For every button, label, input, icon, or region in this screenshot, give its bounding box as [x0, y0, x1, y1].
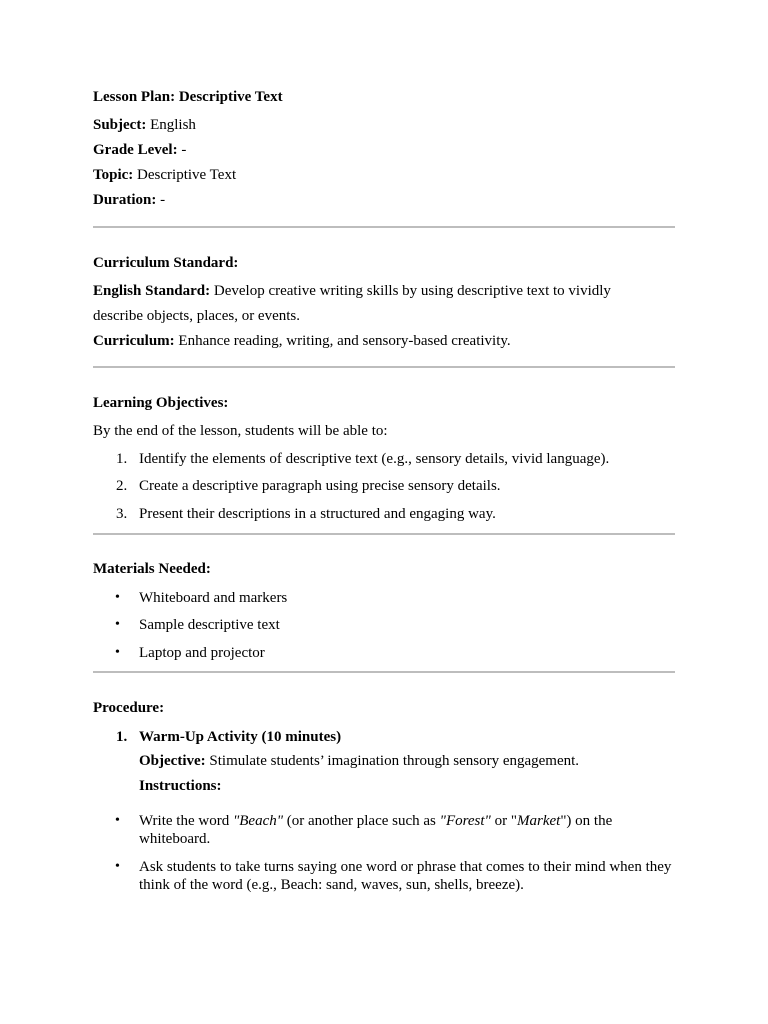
duration-value: -	[160, 192, 166, 208]
step-title: Warm-Up Activity (10 minutes)	[139, 729, 342, 745]
list-item-text: Sample descriptive text	[139, 617, 280, 633]
curriculum-label: Curriculum:	[93, 333, 175, 349]
english-standard-label: English Standard:	[93, 283, 211, 299]
procedure-heading: Procedure:	[93, 700, 165, 716]
grade-label: Grade Level:	[93, 142, 178, 158]
list-item-text: Identify the elements of descriptive text (e.g., sensory details, vivid language).	[139, 451, 610, 467]
bullet-icon: •	[115, 859, 120, 874]
step-objective-line	[139, 752, 579, 770]
section-divider	[93, 533, 675, 535]
grade-value: -	[181, 142, 187, 158]
instruction-emphasis: Market	[516, 813, 561, 829]
english-standard-text: Develop creative writing skills by using descriptive text to vividly	[213, 283, 611, 299]
step-objective-label: Objective:	[139, 753, 206, 769]
bullet-icon: •	[115, 590, 120, 605]
list-item-text	[139, 812, 675, 848]
list-number: 1.	[116, 451, 128, 467]
step-number: 1.	[116, 729, 128, 745]
instruction-emphasis: "Forest"	[439, 813, 491, 829]
materials-heading: Materials Needed:	[93, 561, 211, 577]
bullet-icon: •	[115, 645, 120, 660]
section-divider	[93, 671, 675, 673]
instruction-text: or "	[490, 813, 517, 829]
topic-value: Descriptive Text	[137, 167, 237, 183]
curriculum-value: Enhance reading, writing, and sensory-based creativity.	[178, 333, 511, 349]
english-standard-line	[93, 282, 611, 300]
list-item-text: Whiteboard and markers	[139, 590, 288, 606]
bullet-icon: •	[115, 617, 120, 632]
list-number: 3.	[116, 506, 128, 522]
subject-line	[93, 116, 196, 134]
section-divider	[93, 366, 675, 368]
instruction-text: ") on the whiteboard.	[139, 813, 613, 847]
instruction-text: (or another place such as	[283, 813, 440, 829]
duration-line	[93, 191, 165, 209]
step-objective-value: Stimulate students’ imagination through sensory engagement.	[209, 753, 580, 769]
step-instructions-label: Instructions:	[139, 778, 222, 794]
list-item-text: Ask students to take turns saying one word or phrase that comes to their mind when they think of the word (e.g., Beach: sand, waves, sun, shells, breeze).	[139, 859, 672, 893]
document-title: Lesson Plan: Descriptive Text	[93, 89, 283, 105]
english-standard-continuation: describe objects, places, or events.	[93, 308, 301, 324]
subject-value: English	[150, 117, 196, 133]
list-item-text: Present their descriptions in a structured and engaging way.	[139, 506, 496, 522]
list-item-text: Create a descriptive paragraph using precise sensory details.	[139, 478, 501, 494]
list-item-text: Laptop and projector	[139, 645, 265, 661]
list-number: 2.	[116, 478, 128, 494]
grade-line	[93, 141, 186, 159]
objectives-intro: By the end of the lesson, students will be able to:	[93, 423, 388, 439]
topic-line	[93, 166, 236, 184]
topic-label: Topic:	[93, 167, 134, 183]
bullet-icon: •	[115, 813, 120, 828]
instruction-emphasis: "Beach"	[232, 813, 284, 829]
objectives-heading: Learning Objectives:	[93, 395, 229, 411]
duration-label: Duration:	[93, 192, 157, 208]
curriculum-heading: Curriculum Standard:	[93, 255, 239, 271]
subject-label: Subject:	[93, 117, 147, 133]
instruction-text: Write the word	[139, 813, 233, 829]
section-divider	[93, 226, 675, 228]
curriculum-line	[93, 332, 511, 350]
